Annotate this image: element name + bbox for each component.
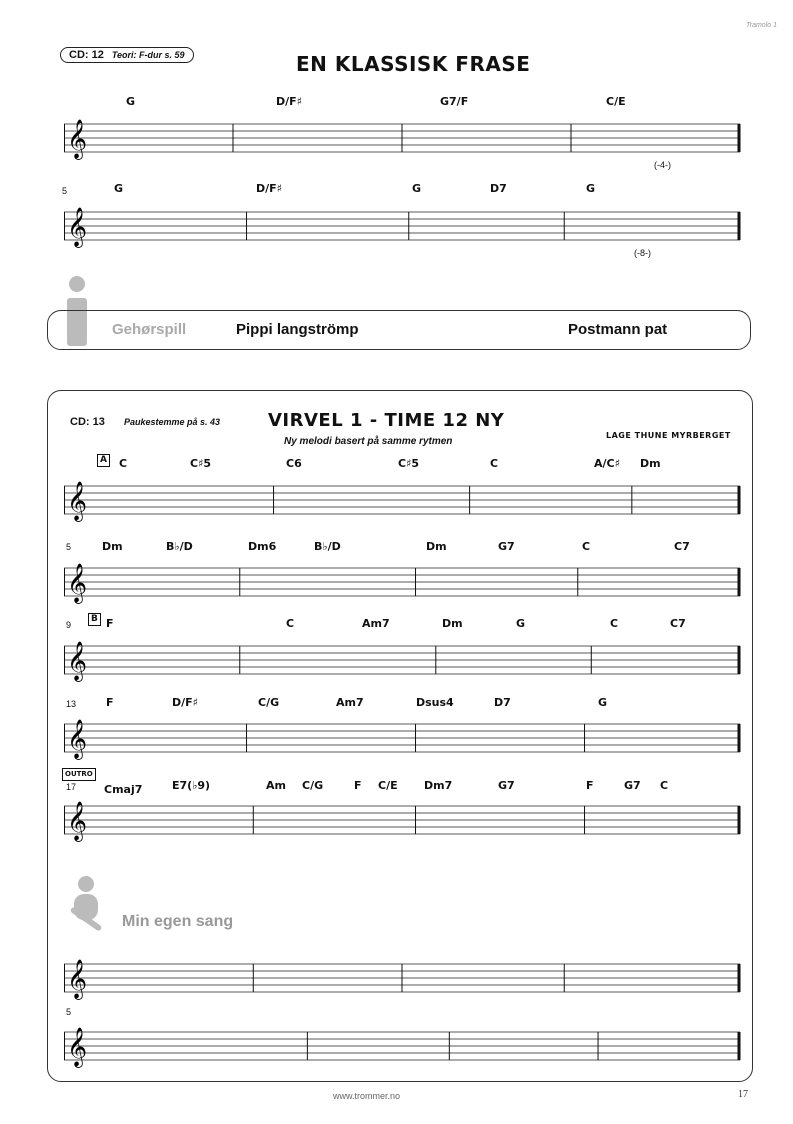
chord: Dm (640, 457, 661, 470)
page-number: 17 (738, 1089, 748, 1100)
treble-clef-icon: 𝄞 (67, 207, 88, 247)
chord: B♭/D (314, 540, 341, 553)
chord: C (286, 617, 295, 630)
chord: Dm6 (248, 540, 277, 553)
footer-url: www.trommer.no (333, 1091, 401, 1101)
chord: E7(♭9) (172, 779, 211, 792)
annotation: (-8-) (634, 248, 651, 258)
music-staff (64, 480, 740, 520)
chord: G7 (498, 540, 515, 553)
composer: LAGE THUNE MYRBERGET (606, 431, 731, 440)
chord: Dm (426, 540, 447, 553)
measure-number: 5 (62, 186, 68, 196)
rehearsal-mark-a: A (97, 454, 110, 467)
measure-number: 13 (66, 699, 77, 709)
gehorspill-song: Pippi langströmp (236, 321, 359, 338)
music-staff (64, 206, 740, 246)
music-staff (64, 718, 740, 758)
chord: D/F♯ (172, 696, 198, 709)
chord: G7 (624, 779, 641, 792)
chord: C/G (302, 779, 324, 792)
chord: Dm7 (424, 779, 453, 792)
chord: Dm (442, 617, 463, 630)
cd-ref: Teori: F-dur s. 59 (111, 50, 185, 60)
treble-clef-icon: 𝄞 (67, 801, 88, 841)
chord: B♭/D (166, 540, 193, 553)
composer-figure-icon (64, 876, 110, 936)
own-song-label: Min egen sang (122, 913, 234, 930)
chord: G7/F (440, 95, 469, 108)
chord: F (354, 779, 362, 792)
measure-number: 9 (66, 620, 72, 630)
measure-number: 17 (66, 782, 77, 792)
brand-badge-label: Tramolo 1 (746, 22, 777, 29)
chord: Cmaj7 (104, 783, 143, 796)
chord: G (126, 95, 136, 108)
outro-mark: OUTRO (62, 768, 96, 781)
chord: Am7 (336, 696, 364, 709)
treble-clef-icon: 𝄞 (67, 641, 88, 681)
chord: Dm (102, 540, 123, 553)
chord: G (516, 617, 526, 630)
rehearsal-mark-b: B (88, 613, 101, 626)
chord: C (660, 779, 669, 792)
chord: F (106, 617, 114, 630)
page-title: EN KLASSISK FRASE (296, 52, 531, 76)
measure-number: 5 (66, 542, 72, 552)
chord: C (119, 457, 128, 470)
chord: C (582, 540, 591, 553)
chord: G (586, 182, 596, 195)
music-staff (64, 118, 740, 158)
chord: A/C♯ (594, 457, 620, 470)
chord: C/E (606, 95, 626, 108)
treble-clef-icon: 𝄞 (67, 119, 88, 159)
treble-clef-icon: 𝄞 (67, 1027, 88, 1067)
chord: F (586, 779, 594, 792)
chord: C (490, 457, 499, 470)
chord: G (114, 182, 124, 195)
chord: D7 (494, 696, 511, 709)
music-staff (64, 958, 740, 998)
cd-label-box (60, 47, 194, 63)
chord: D7 (490, 182, 507, 195)
music-staff (64, 1026, 740, 1066)
chord: Am7 (362, 617, 390, 630)
gehorspill-song: Postmann pat (568, 321, 668, 338)
cd-ref: Paukestemme på s. 43 (124, 417, 221, 427)
chord: C♯5 (190, 457, 212, 470)
cd-label: CD: 12 (69, 49, 104, 61)
gehorspill-panel (47, 310, 751, 350)
chord: G (598, 696, 608, 709)
treble-clef-icon: 𝄞 (67, 719, 88, 759)
treble-clef-icon: 𝄞 (67, 959, 88, 999)
brand-badge (746, 14, 786, 40)
chord: D/F♯ (256, 182, 282, 195)
music-staff (64, 562, 740, 602)
chord: C/E (378, 779, 398, 792)
chord: C7 (670, 617, 686, 630)
music-staff (64, 800, 740, 840)
annotation: (-4-) (654, 160, 671, 170)
chord: C6 (286, 457, 302, 470)
cd-label: CD: 13 (70, 416, 105, 428)
treble-clef-icon: 𝄞 (67, 481, 88, 521)
chord: C♯5 (398, 457, 420, 470)
chord: G7 (498, 779, 515, 792)
measure-number: 5 (66, 1007, 72, 1017)
gehorspill-label: Gehørspill (112, 321, 187, 338)
chord: G (412, 182, 422, 195)
chord: C/G (258, 696, 280, 709)
exercise-title: VIRVEL 1 - TIME 12 NY (268, 410, 505, 431)
chord: D/F♯ (276, 95, 302, 108)
chord: C (610, 617, 619, 630)
chord: Am (266, 779, 286, 792)
exercise-subtitle: Ny melodi basert på samme rytmen (284, 436, 453, 447)
chord: Dsus4 (416, 696, 454, 709)
music-staff (64, 640, 740, 680)
treble-clef-icon: 𝄞 (67, 563, 88, 603)
chord: C7 (674, 540, 690, 553)
chord: F (106, 696, 114, 709)
